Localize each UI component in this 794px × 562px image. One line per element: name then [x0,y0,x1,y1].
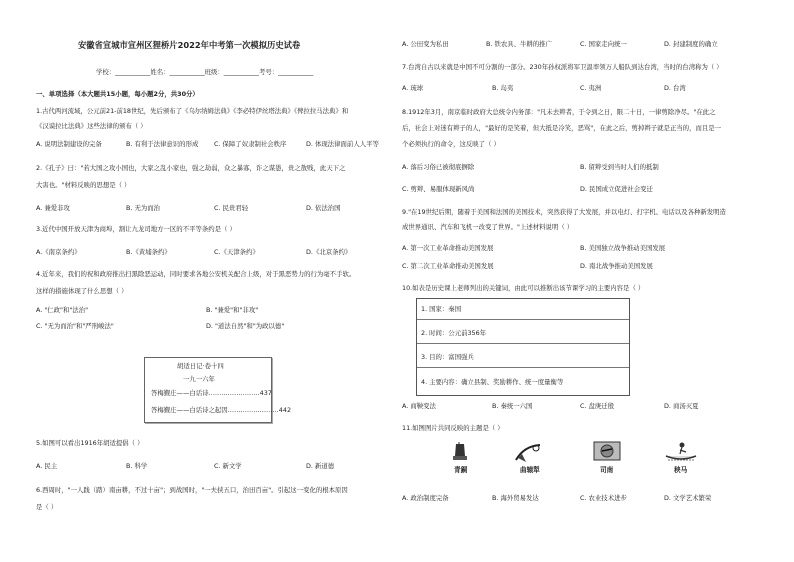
q7-option-a[interactable]: A. 琉球 [402,84,424,92]
q8-stem-line3: 个必须执行的命令，这反映了（ ） [402,140,500,148]
q7-stem: 7.台湾自古以来就是中国不可分割的一部分。230年孙权派将军卫温率领万人船队到达台湾，当时的台湾称为（ ） [402,63,723,71]
q8-option-a[interactable]: A. 落后习俗已被彻底摒除 [402,163,475,171]
q4-option-a[interactable]: A. "仁政"和"法治" [36,306,89,314]
q9-stem-line2: 成世界通讯、汽车和飞机一改变了世界。"上述材料说明（ ） [402,223,574,231]
q2-option-d[interactable]: D. 依法治国 [306,204,341,212]
figure-caption-3: 司南 [600,466,614,474]
q2-option-c[interactable]: C. 民贵君轻 [214,204,249,212]
q8-option-b[interactable]: B. 留辫受到当时人们的抵制 [580,163,659,171]
q3-option-a[interactable]: A.《南京条约》 [36,248,81,256]
exam-title: 安徽省宣城市宣州区狸桥片2022年中考第一次模拟历史试卷 [78,40,301,50]
q11-stem: 11.如图图片共同反映的主题是（ ） [402,424,504,432]
q4-option-c[interactable]: C. "无为而治"和"严刑峻法" [36,322,114,330]
q10-stem: 10.如表是历史课上老师列出的关键词，由此可以推断出该节课学习的主要内容是（ ） [402,284,645,292]
q1-option-c[interactable]: C. 保障了奴隶制社会秩序 [214,140,287,148]
q1-option-b[interactable]: B. 有利于法律意识的形成 [126,140,199,148]
rice-seedling-boat-figure [664,440,698,462]
figure-caption-1: 青銅 [454,466,468,474]
curved-plow-figure [512,442,546,464]
q4-stem-line1: 4.近年来，我们的祝和政府推出扫黑除恶运动，同时要求各地公安机关配合上级，对于黑恶势力的行为毫不手软。 [36,270,356,278]
q1-stem-line2: 《汉谟拉比法典》这些法律的颁布（ ） [36,122,147,130]
q1-option-a[interactable]: A. 说明法制建设的完备 [36,140,102,148]
q6-option-a[interactable]: A. 公田变为私田 [402,40,449,48]
note-entry-1: 答梅觐庄——白话诗……………………437 [151,389,272,397]
q2-option-a[interactable]: A. 兼爱非攻 [36,204,70,212]
q8-stem-line1: 8.1912年3月，南京临时政府大总统令内务部："凡未去辫者，于令到之日，限二十日，一律剪除净尽。"在此之 [402,108,716,116]
q8-stem-line2: 后，社会上对迷有辫子的人，"最好的是笑着，但大抵是冷笑，恶骂"，在此之后，剪掉辫子就是正当的，而且是一 [402,124,722,132]
q9-stem-line1: 9."在19世纪后期，随着于美国和法国的美国技术，突然获得了大发展，并以电灯、打字机、电话以及各种新发明造 [402,208,726,216]
q6-option-c[interactable]: C. 国家走向统一 [580,40,627,48]
q1-stem-line1: 1.古代两河流域，公元前21-前18世纪，先后颁布了《乌尔纳姆法典》《李必特伊丝塔法典》《俾拉拉马法典》和 [36,107,349,115]
q6-stem-line1: 6.西周时，"一人践（踏）南亩耕，不过十亩"；到战国时，"一夫挟五口，治田百亩"。引起这一变化的根本原因 [36,486,348,494]
q10-option-c[interactable]: C. 盘庚迁殷 [580,402,615,410]
q4-stem-line2: 这样的措施体现了什么思想（ ） [36,287,128,295]
table-row: 1. 国家：秦国 [417,299,629,320]
note-title: 胡适日记·卷十四 [177,362,224,370]
table-row: 4. 主要内容：确立县制、奖励耕作、统一度量衡等 [421,378,564,386]
table-row: 2. 时间：公元前356年 [417,323,629,344]
q9-option-b[interactable]: B. 美国独立战争推动美国发展 [580,244,666,252]
q3-stem: 3.近代中国开放天津为商埠，割让九龙司地方一区的不平等条约是（ ） [36,225,236,233]
q6-stem-line2: 是（ ） [36,503,58,511]
q10-option-a[interactable]: A. 商鞅变法 [402,402,436,410]
q10-option-b[interactable]: B. 秦统一六国 [492,402,533,410]
q10-option-d[interactable]: D. 商汤灭夏 [664,402,699,410]
compass-sinan-figure [590,440,624,462]
q11-option-c[interactable]: C. 农业技术进步 [580,494,627,502]
q3-option-c[interactable]: C.《天津条约》 [214,248,259,256]
figure-caption-2: 曲辕犁 [520,466,540,474]
q11-option-b[interactable]: B. 海外贸易发达 [492,494,539,502]
q3-option-d[interactable]: D.《北京条约》 [306,248,352,256]
q7-option-c[interactable]: C. 夷洲 [580,84,602,92]
q10-keyword-table [416,298,630,396]
q1-option-d[interactable]: D. 体现法律面前人人平等 [306,140,379,148]
q2-stem-line1: 2.《孔子》曰："若大国之攻小国也，大家之乱小家也，强之劫弱，众之暴寡，诈之谋愚，贵之敖贱，此天下之 [36,164,346,172]
bronze-tool-figure [442,442,476,464]
student-info-line[interactable]: 学校：___________姓名：___________班级：___________考号：___________ [96,68,314,76]
q9-option-d[interactable]: D. 南北战争推动美国发展 [580,262,653,270]
q5-option-d[interactable]: D. 新道德 [306,462,335,470]
q11-option-a[interactable]: A. 政治制度完备 [402,494,449,502]
section-heading: 一、单项选择（本大题共15小题，每小题2分，共30分） [36,90,199,98]
q11-option-d[interactable]: D. 文学艺术繁荣 [664,494,712,502]
q6-option-d[interactable]: D. 封建制度的确立 [664,40,718,48]
table-row: 3. 目的：富国强兵 [417,347,629,368]
q4-option-d[interactable]: D. "道法自然"和"为政以德" [206,322,285,330]
q8-option-c[interactable]: C. 剪辫、易服体现新风尚 [402,185,475,193]
q7-option-b[interactable]: B. 岛夷 [492,84,514,92]
q4-option-b[interactable]: B. "兼爱"和"非攻" [206,306,259,314]
note-year: 一九一六年 [183,375,215,383]
q9-option-c[interactable]: C. 第二次工业革命推动美国发展 [402,262,494,270]
q2-option-b[interactable]: B. 无为而治 [126,204,161,212]
figure-caption-4: 秧马 [674,466,688,474]
q6-option-b[interactable]: B. 铁农具、牛耕的推广 [486,40,552,48]
q2-stem-line2: 大害也。"材料反映的思想是（ ） [36,181,131,189]
diary-note-card [144,357,292,423]
q5-option-a[interactable]: A. 民主 [36,462,58,470]
q3-option-b[interactable]: B.《黄埔条约》 [126,248,171,256]
q5-option-b[interactable]: B. 科学 [126,462,148,470]
q5-stem: 5.如图可以看出1916年胡适提倡（ ） [36,439,144,447]
q8-option-d[interactable]: D. 民国成立促进社会变迁 [580,185,653,193]
q9-option-a[interactable]: A. 第一次工业革命推动美国发展 [402,244,494,252]
q5-option-c[interactable]: C. 新文学 [214,462,242,470]
note-entry-2: 答梅觐庄——白话诗之起因……………………442 [151,406,292,414]
q7-option-d[interactable]: D. 台湾 [664,84,686,92]
